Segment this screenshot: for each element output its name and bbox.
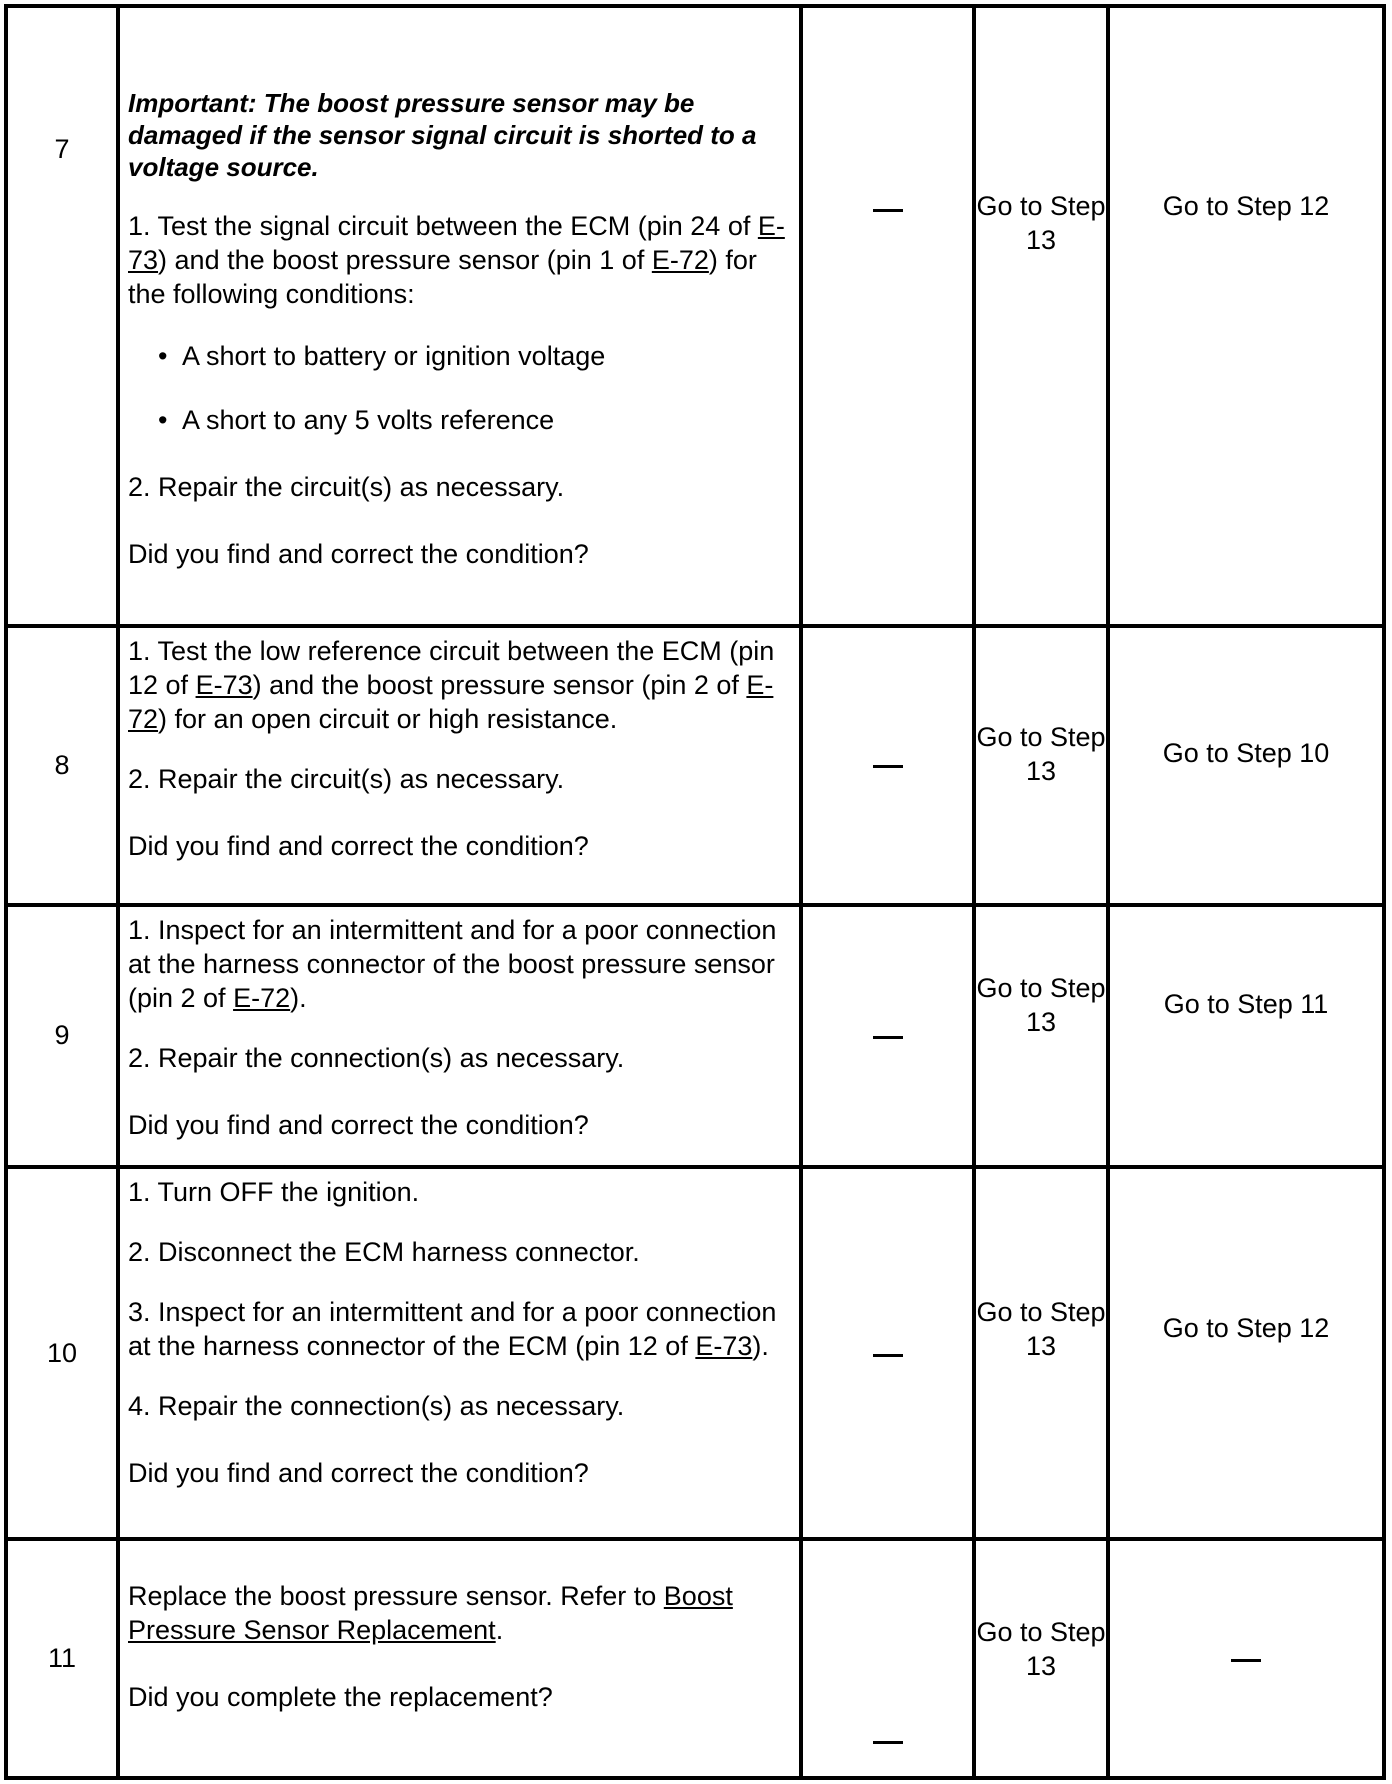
instruction-3: 3. Inspect for an intermittent and for a poor connection at the harness connector of the ECM (pin 12 of E-73).	[128, 1296, 777, 1361]
condition-list	[128, 339, 789, 437]
yes-cell	[974, 1539, 1108, 1778]
instruction-2: 2. Repair the connection(s) as necessary.	[128, 1042, 625, 1073]
yes-cell	[974, 6, 1108, 626]
no-cell	[1108, 1167, 1384, 1539]
action-cell	[118, 626, 801, 905]
table-row	[6, 626, 1384, 905]
instruction-1: 1. Inspect for an intermittent and for a poor connection at the harness connector of the boost pressure sensor (pin 2 of E-72).	[128, 914, 777, 1013]
connector-link-e72[interactable]: E-72	[233, 982, 291, 1013]
question: Did you find and correct the condition?	[128, 1109, 589, 1140]
table-row	[6, 1167, 1384, 1539]
action-cell	[118, 1167, 801, 1539]
no-cell	[1108, 1539, 1384, 1778]
step-number: 10	[46, 1337, 78, 1368]
step-number: 7	[54, 134, 70, 164]
value-cell	[801, 6, 974, 626]
question: Did you find and correct the condition?	[128, 539, 589, 569]
connector-link-e73[interactable]: E-73	[128, 211, 785, 275]
no-cell	[1108, 6, 1384, 626]
step-number-cell	[6, 6, 118, 626]
important-note: Important: The boost pressure sensor may be damaged if the sensor signal circuit is shorted to a voltage source.	[128, 88, 757, 182]
value-dash	[873, 1741, 903, 1744]
instruction-2: 2. Repair the circuit(s) as necessary.	[128, 472, 565, 502]
no-cell	[1108, 905, 1384, 1167]
step-number: 11	[47, 1643, 77, 1674]
no-cell	[1108, 626, 1384, 905]
question: Did you complete the replacement?	[128, 1682, 553, 1713]
value-dash	[873, 1354, 903, 1357]
yes-cell	[974, 626, 1108, 905]
value-dash	[873, 765, 903, 768]
yes-cell	[974, 905, 1108, 1167]
no-action: Go to Step 12	[1162, 191, 1330, 221]
table-row	[6, 1539, 1384, 1778]
connector-link-e73[interactable]: E-73	[195, 669, 253, 700]
connector-link-e73[interactable]: E-73	[695, 1330, 753, 1361]
value-cell	[801, 1167, 974, 1539]
yes-action: Go to Step 13	[976, 972, 1106, 1037]
yes-action: Go to Step 13	[976, 1296, 1106, 1361]
value-dash	[873, 1036, 903, 1039]
instruction-1: 1. Turn OFF the ignition.	[128, 1176, 420, 1207]
value-cell	[801, 1539, 974, 1778]
diagnostic-table	[4, 4, 1386, 1780]
instruction-4: 4. Repair the connection(s) as necessary.	[128, 1390, 625, 1421]
action-cell	[118, 1539, 801, 1778]
replacement-procedure-link[interactable]: Boost Pressure Sensor Replacement	[128, 1581, 733, 1646]
table-row	[6, 6, 1384, 626]
no-action: Go to Step 10	[1162, 737, 1330, 768]
list-item: • A short to any 5 volts reference	[158, 403, 789, 437]
instruction-2: 2. Disconnect the ECM harness connector.	[128, 1236, 640, 1267]
question: Did you find and correct the condition?	[128, 830, 589, 861]
action-cell	[118, 905, 801, 1167]
action-cell	[118, 6, 801, 626]
step-number-cell	[6, 1539, 118, 1778]
instruction-1: Replace the boost pressure sensor. Refer to Boost Pressure Sensor Replacement.	[128, 1581, 733, 1646]
question: Did you find and correct the condition?	[128, 1457, 589, 1488]
connector-link-e72[interactable]: E-72	[651, 245, 709, 275]
step-number: 8	[54, 749, 70, 780]
step-number-cell	[6, 626, 118, 905]
step-number-cell	[6, 1167, 118, 1539]
no-action-dash	[1231, 1659, 1261, 1662]
instruction-1: 1. Test the low reference circuit between the ECM (pin 12 of E-73) and the boost pressure sensor (pin 2 of E-72) for an open circuit or high resistance.	[128, 635, 775, 734]
yes-action: Go to Step 13	[976, 721, 1106, 786]
instruction-1: 1. Test the signal circuit between the ECM (pin 24 of E-73) and the boost pressure sensor (pin 1 of E-72) for the following conditions:	[128, 211, 785, 309]
yes-action: Go to Step 13	[976, 191, 1106, 255]
table-row	[6, 905, 1384, 1167]
connector-link-e72[interactable]: E-72	[128, 669, 774, 734]
list-item: • A short to battery or ignition voltage	[158, 339, 789, 373]
yes-action: Go to Step 13	[976, 1617, 1106, 1682]
value-cell	[801, 905, 974, 1167]
value-cell	[801, 626, 974, 905]
instruction-2: 2. Repair the circuit(s) as necessary.	[128, 763, 565, 794]
value-dash	[873, 209, 903, 212]
step-number: 9	[54, 1020, 70, 1051]
no-action: Go to Step 11	[1163, 988, 1329, 1019]
no-action: Go to Step 12	[1162, 1312, 1330, 1343]
yes-cell	[974, 1167, 1108, 1539]
step-number-cell	[6, 905, 118, 1167]
